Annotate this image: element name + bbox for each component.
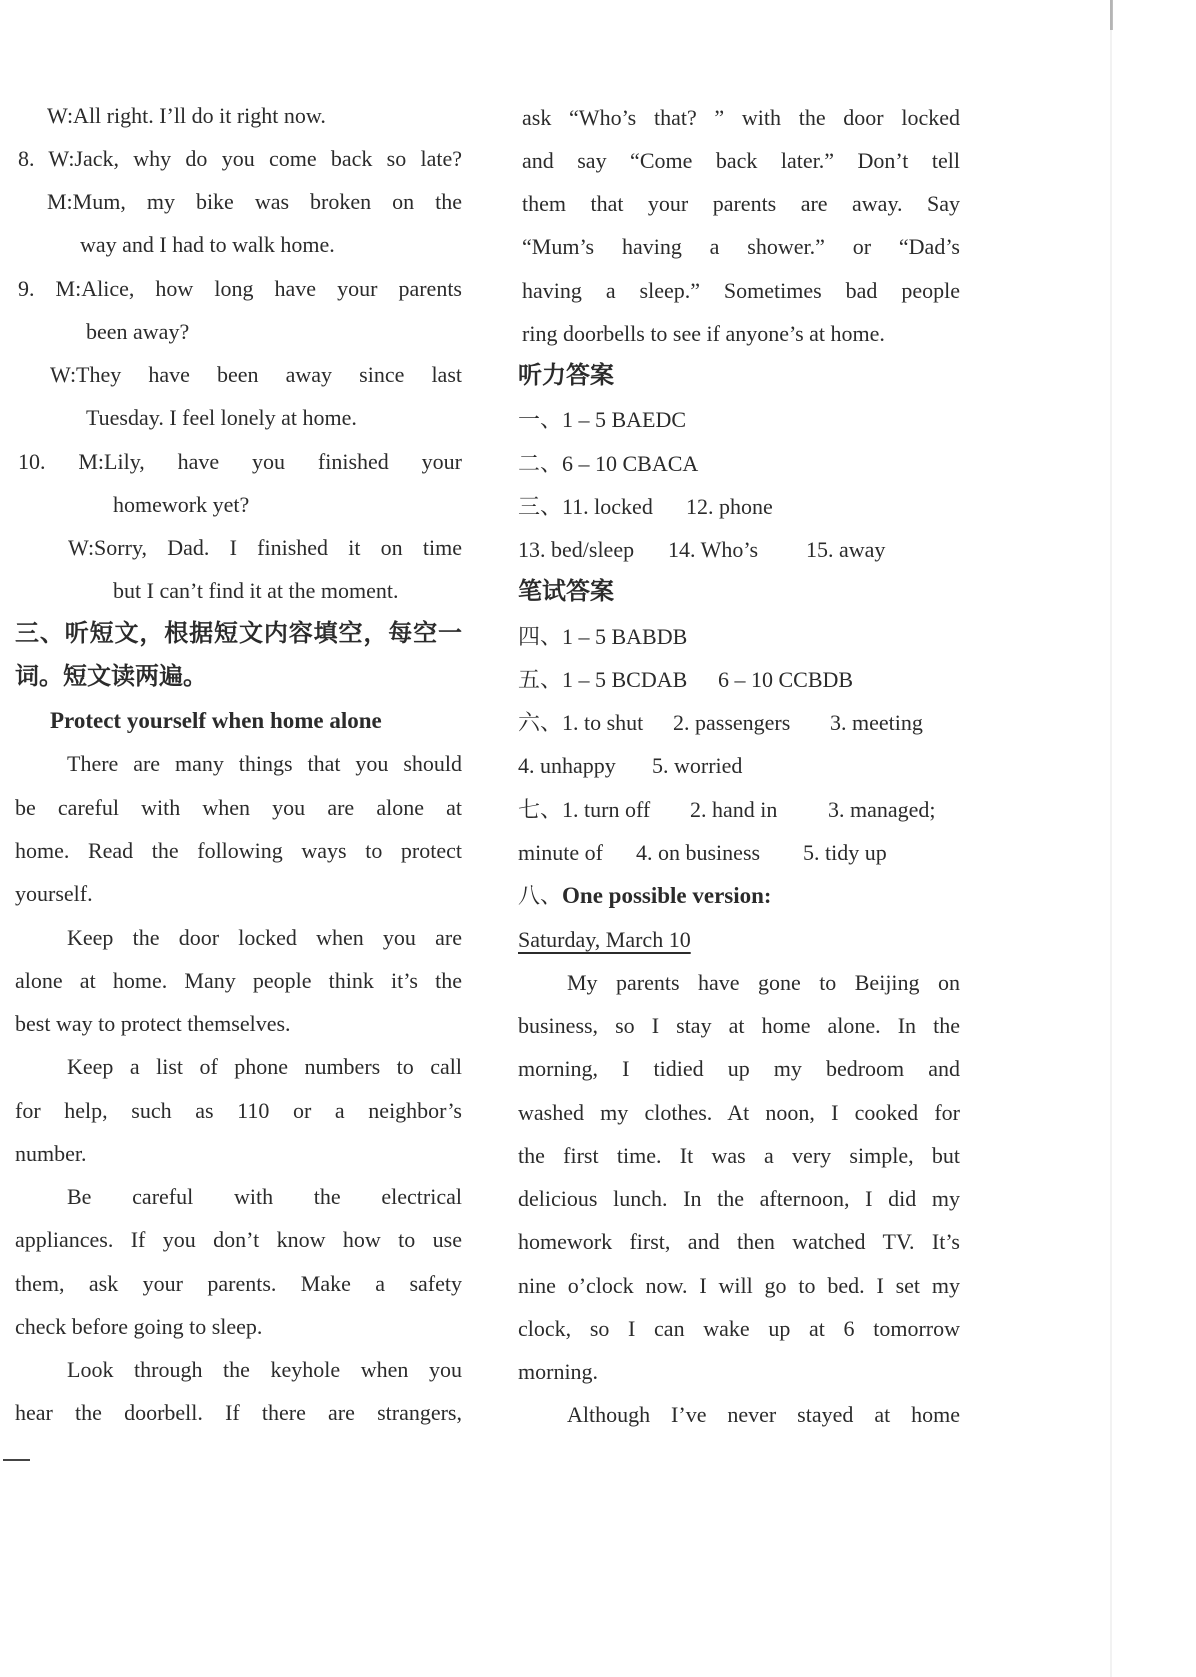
section3-instruction: 词。短文读两遍。 [15,663,207,690]
sample-version-label: One possible version [562,883,764,909]
passage-line: Keep a list of phone numbers to call [67,1054,462,1080]
passage-line: and say “Come back later.” Don’t tell [522,147,960,173]
section3-instruction: 三、听短文，根据短文内容填空，每空一 [15,620,462,647]
passage-line: check before going to sleep. [15,1313,263,1339]
answer-line [518,701,960,744]
answer-line [518,485,960,528]
writing-line: homework first, and then watched TV. It’s [518,1229,960,1255]
answer-item: 五、1 – 5 BCDAB [518,666,688,692]
writing-date-line [518,918,960,961]
passage-line: them that your parents are away. Say [522,191,960,217]
label-colon: : [763,883,772,909]
dialogue-line: W:All right. I’ll do it right now. [47,102,326,128]
dialogue-line: way and I had to walk home. [80,232,335,258]
dialogue-line: M:Mum, my bike was broken on the [47,189,462,215]
writing-line: Although I’ve never stayed at home [567,1402,960,1428]
left-column [15,94,462,1435]
scan-edge-line [1110,0,1112,1677]
passage-line: yourself. [15,881,93,907]
passage-line: Look through the keyhole when you [67,1357,462,1383]
answer-line [518,788,960,831]
answer-item: 2. hand in [690,796,778,822]
writing-line: My parents have gone to Beijing on [567,969,960,995]
answer-item: 14. Who’s [668,537,759,563]
passage-line: number. [15,1140,87,1166]
answer-item: 5. tidy up [803,840,887,866]
page-edge-mark [3,1459,30,1461]
answer-item: 4. on business [636,840,761,866]
passage-line: having a sleep.” Sometimes bad people [522,277,960,303]
dialogue-line: 9. M:Alice, how long have your parents [18,275,462,301]
written-answers-heading: 笔试答案 [518,579,614,606]
writing-date: Saturday, March 10 [518,926,691,952]
answer-item: 12. phone [686,493,773,519]
passage-line: home. Read the following ways to protect [15,838,462,864]
dialogue-line: Tuesday. I feel lonely at home. [86,405,357,431]
passage-line: Be careful with the electrical [67,1184,462,1210]
answer-item: 13. bed/sleep [518,537,635,563]
writing-line: morning. [518,1359,599,1385]
answer-item: 3. meeting [830,710,923,736]
writing-line: clock, so I can wake up at 6 tomorrow [518,1315,960,1341]
answer-item: 六、1. to shut [518,710,644,736]
passage-line: Keep the door locked when you are [67,924,462,950]
writing-line: morning, I tidied up my bedroom and [518,1056,960,1082]
listening-answers-heading: 听力答案 [518,363,614,390]
passage-line: be careful with when you are alone at [15,794,462,820]
passage-line: for help, such as 110 or a neighbor’s [15,1097,462,1123]
writing-line: washed my clothes. At noon, I cooked for [518,1099,960,1125]
writing-line: nine o’clock now. I will go to bed. I set my [518,1272,960,1298]
passage-line: hear the doorbell. If there are strangers, [15,1400,462,1426]
answer-item: 2. passengers [673,710,791,736]
answer-line [518,658,960,701]
answer-item: 15. away [806,537,886,563]
answer-item: 4. unhappy [518,753,616,779]
passage-line: them, ask your parents. Make a safety [15,1270,462,1296]
passage-line: “Mum’s having a shower.” or “Dad’s [522,234,960,260]
answer-line: 一、1 – 5 BAEDC [518,407,687,433]
answer-line [518,874,960,917]
passage-line: alone at home. Many people think it’s the [15,967,462,993]
scan-edge-mark [1110,0,1113,30]
answer-line: 二、6 – 10 CBACA [518,450,699,476]
passage-line: best way to protect themselves. [15,1011,291,1037]
passage-line: appliances. If you don’t know how to use [15,1227,462,1253]
passage-line: ring doorbells to see if anyone’s at home. [522,320,885,346]
writing-line: delicious lunch. In the afternoon, I did my [518,1186,960,1212]
answer-item: 三、11. locked [518,493,653,519]
answer-line [518,831,960,874]
dialogue-line: but I can’t find it at the moment. [113,578,399,604]
dialogue-line: W:They have been away since last [50,362,462,388]
writing-line: business, so I stay at home alone. In the [518,1013,960,1039]
passage-line: ask “Who’s that? ” with the door locked [522,104,960,130]
answer-item: 3. managed; [828,796,936,822]
answer-line: 四、1 – 5 BABDB [518,623,688,649]
answer-item: 6 – 10 CCBDB [718,666,854,692]
passage-line: There are many things that you should [67,751,462,777]
answer-prefix: 八、 [518,883,563,909]
dialogue-line: homework yet? [113,491,250,517]
answer-line [518,744,960,787]
answer-line [518,528,960,571]
answer-item: minute of [518,840,603,866]
dialogue-line: 10. M:Lily, have you finished your [18,448,462,474]
dialogue-line: 8. W:Jack, why do you come back so late? [18,145,462,171]
passage-title: Protect yourself when home alone [50,708,382,734]
right-column [518,96,960,1437]
answer-item: 5. worried [652,753,743,779]
writing-line: the first time. It was a very simple, but [518,1142,960,1168]
answer-item: 七、1. turn off [518,796,651,822]
dialogue-line: W:Sorry, Dad. I finished it on time [68,535,462,561]
dialogue-line: been away? [86,318,190,344]
